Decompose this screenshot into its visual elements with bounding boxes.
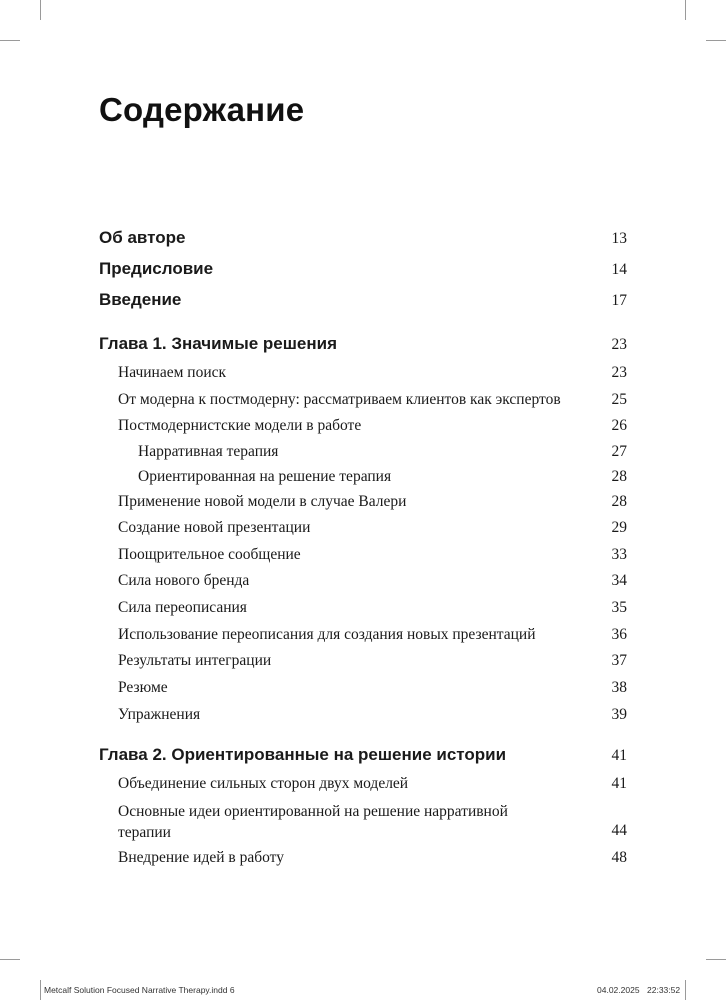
toc-page-number: 23 xyxy=(611,336,627,353)
toc-entry-label: Создание новой презентации xyxy=(118,519,311,536)
toc-entry-label: Нарративная терапия xyxy=(138,443,279,460)
toc-page-number: 23 xyxy=(611,364,627,381)
toc-entry-label: Постмодернистские модели в работе xyxy=(118,417,362,434)
toc-page-number: 13 xyxy=(611,230,627,247)
toc-entry-label: От модерна к постмодерну: рассматриваем клиентов как экспертов xyxy=(118,391,561,408)
toc-entry-label: Упражнения xyxy=(118,706,201,723)
toc-page-number: 38 xyxy=(611,679,627,696)
toc-entry-label: Основные идеи ориентированной на решение нарративной терапии xyxy=(118,803,508,841)
toc-page-number: 44 xyxy=(611,822,627,839)
page-title: Содержание xyxy=(99,91,305,128)
toc-entry-label: Внедрение идей в работу xyxy=(118,849,284,866)
toc-page-number: 41 xyxy=(611,747,627,764)
toc-chapter-label: Глава 2. Ориентированные на решение истории xyxy=(99,745,507,764)
toc-page-number: 35 xyxy=(611,599,627,616)
toc-page-number: 26 xyxy=(611,417,627,434)
toc-page-number: 14 xyxy=(611,261,627,278)
toc-entry-label: Сила переописания xyxy=(118,599,247,616)
print-slug-time: 22:33:52 xyxy=(647,985,681,995)
toc-page-number: 34 xyxy=(611,572,627,589)
toc-page-number: 36 xyxy=(611,626,627,643)
toc-page-number: 25 xyxy=(611,391,627,408)
toc-entry-label: Начинаем поиск xyxy=(118,364,227,381)
toc-entry-label: Ориентированная на решение терапия xyxy=(138,468,392,485)
toc-entry-label: Об авторе xyxy=(99,228,186,247)
toc-page-number: 33 xyxy=(611,546,627,563)
toc-page-number: 28 xyxy=(611,468,627,485)
toc-entry-label: Поощрительное сообщение xyxy=(118,546,301,563)
toc-entry-label: Предисловие xyxy=(99,259,214,278)
toc-page-number: 29 xyxy=(611,519,627,536)
toc-entry-label: Объединение сильных сторон двух моделей xyxy=(118,775,409,792)
toc-entry-label: Введение xyxy=(99,290,182,309)
toc-page-number: 28 xyxy=(611,493,627,510)
toc-page-number: 48 xyxy=(611,849,627,866)
toc-entry-label: Сила нового бренда xyxy=(118,572,250,589)
print-slug-date: 04.02.2025 xyxy=(597,985,640,995)
toc-page-number: 41 xyxy=(611,775,627,792)
toc-page-number: 27 xyxy=(611,443,627,460)
toc-chapter-label: Глава 1. Значимые решения xyxy=(99,334,337,353)
toc-entry-label: Применение новой модели в случае Валери xyxy=(118,493,407,510)
toc-page-number: 17 xyxy=(611,292,627,309)
toc-page-number: 37 xyxy=(611,652,627,669)
toc-entry-label: Результаты интеграции xyxy=(118,652,272,669)
toc-entry-label: Использование переописания для создания новых презентаций xyxy=(118,626,536,643)
toc-entry-label: Резюме xyxy=(118,679,168,696)
toc-page-number: 39 xyxy=(611,706,627,723)
print-slug-filename: Metcalf Solution Focused Narrative Therapy.indd 6 xyxy=(44,985,235,995)
